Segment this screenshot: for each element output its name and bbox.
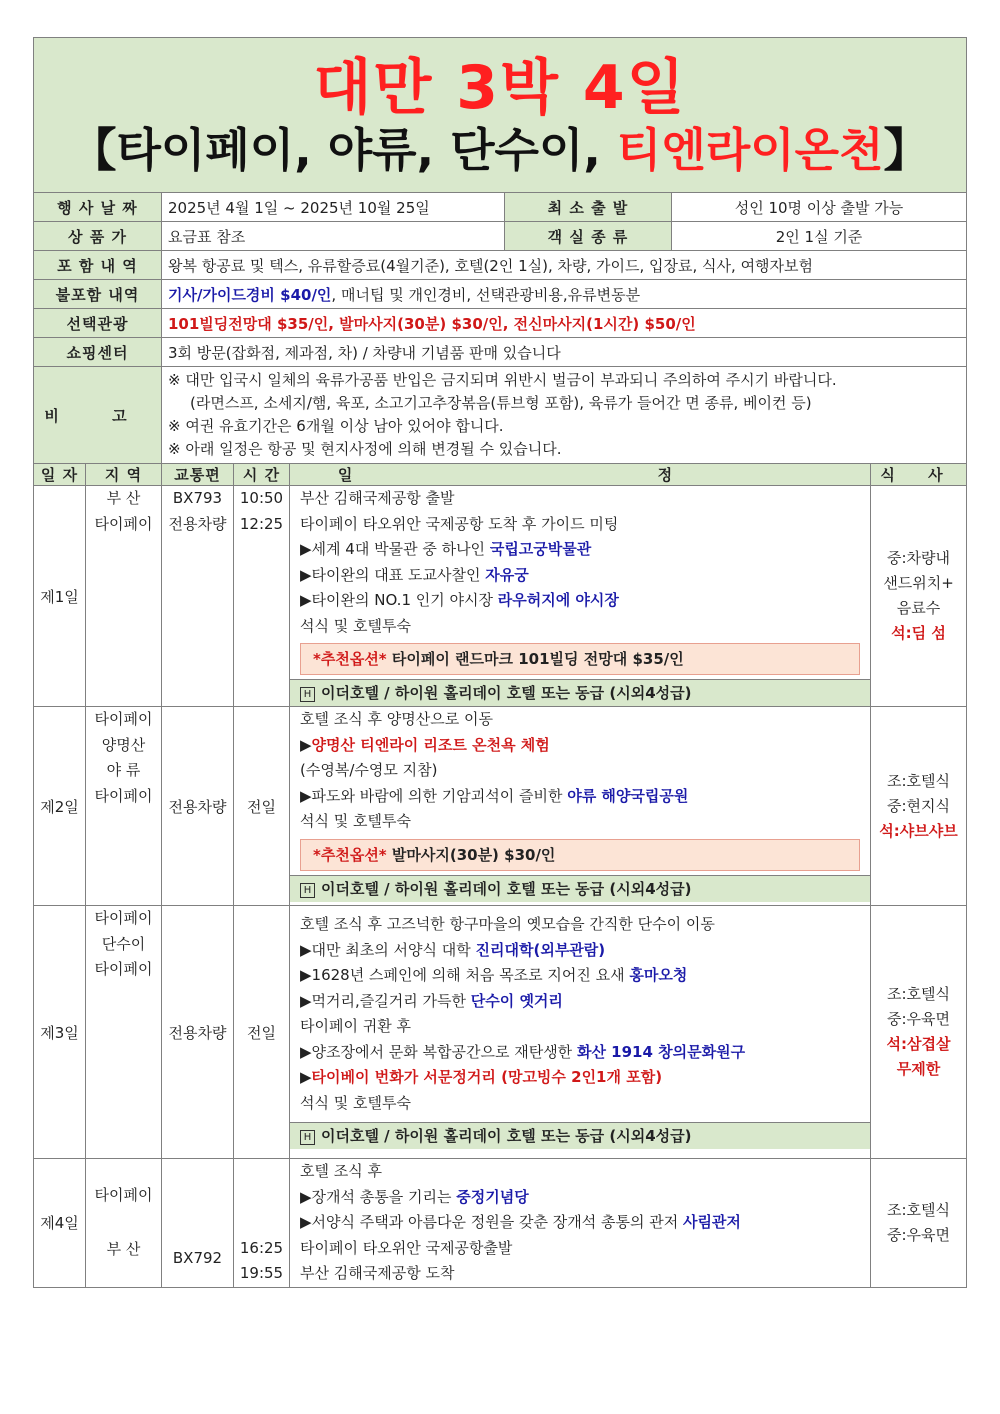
schedule-line: ▶양명산 티엔라이 리조트 온천욕 체험 xyxy=(300,735,550,754)
schedule-line: 타이페이 귀환 후 xyxy=(300,1017,411,1035)
meal: 음료수 xyxy=(896,599,941,617)
attraction-highlight: 진리대학(외부관람) xyxy=(475,940,606,959)
schedule-line: ▶타이베이 번화가 서문정거리 (망고빙수 2인1개 포함) xyxy=(300,1068,663,1086)
meal: 중:차량내 xyxy=(886,549,950,567)
day-row xyxy=(34,707,967,906)
schedule-line: 타이페이 타오위안 국제공항출발 xyxy=(300,1238,513,1257)
schedule-line: 호텔 조식 후 고즈넉한 항구마을의 옛모습을 간직한 단수이 이동 xyxy=(300,915,715,933)
schedule-line: ▶먹거리,즐길거리 가득한 단수이 옛거리 xyxy=(300,991,563,1010)
page-title: 대만 3박 4일 xyxy=(313,53,687,123)
meal: 중:우육면 xyxy=(886,1010,950,1028)
hotel-h-icon: H xyxy=(300,687,315,702)
optional-tour-value: 101빌딩전망대 $35/인, 발마사지(30분) $30/인, 전신마사지(1시간) $50/인 xyxy=(162,309,967,338)
day-row xyxy=(34,486,967,707)
header-schedule: 일 정 xyxy=(290,464,871,486)
page-subtitle xyxy=(34,121,966,179)
option-tag: *추천옵션* xyxy=(313,650,387,668)
meal-cell xyxy=(871,906,967,1159)
attraction-highlight: 사림관저 xyxy=(682,1213,741,1231)
region: 야 류 xyxy=(106,761,141,779)
region: 타이페이 xyxy=(94,710,153,728)
region: 단수이 xyxy=(101,934,146,953)
schedule-line: 타이페이 타오위안 국제공항 도착 후 가이드 미팅 xyxy=(300,514,619,533)
day-label: 제2일 xyxy=(34,707,86,906)
room-label: 객 실 종 류 xyxy=(505,222,672,251)
schedule-line: 석식 및 호텔투숙 xyxy=(300,812,411,830)
subtitle-main: 【타이페이, 야류, 단수이, xyxy=(70,123,617,177)
schedule-cell xyxy=(290,707,871,906)
region: 타이페이 xyxy=(94,960,153,978)
region: 타이페이 xyxy=(94,909,153,927)
transport: 전용차량 xyxy=(168,514,227,533)
header-time: 시 간 xyxy=(234,464,290,486)
attraction-highlight: 자유궁 xyxy=(485,565,529,584)
day-row xyxy=(34,1159,967,1288)
schedule-line: ▶장개석 총통을 기리는 중정기념당 xyxy=(300,1187,529,1206)
meal-dinner: 석:샤브샤브 xyxy=(879,821,958,840)
day-label: 제1일 xyxy=(34,486,86,707)
min-departure-label: 최 소 출 발 xyxy=(505,193,672,222)
transport-cell: 전용차량 xyxy=(162,707,234,906)
meal-cell xyxy=(871,1159,967,1288)
meal: 샌드위치+ xyxy=(883,574,954,592)
transport-cell: 전용차량 xyxy=(162,906,234,1159)
attraction-highlight: 국립고궁박물관 xyxy=(489,540,592,558)
time-cell: 전일 xyxy=(234,906,290,1159)
price-value: 요금표 참조 xyxy=(162,222,505,251)
itinerary-document xyxy=(33,37,966,1288)
room-value: 2인 1실 기준 xyxy=(672,222,967,251)
attraction-highlight-red: 타이베이 번화가 서문정거리 (망고빙수 2인1개 포함) xyxy=(311,1068,663,1086)
schedule-line: 석식 및 호텔투숙 xyxy=(300,616,411,635)
flight-number: BX793 xyxy=(172,489,223,507)
schedule-cell xyxy=(290,486,871,707)
schedule-header xyxy=(34,464,967,486)
option-text: 발마사지(30분) $30/인 xyxy=(386,845,556,864)
option-tag: *추천옵션* xyxy=(313,845,387,864)
meal-dinner: 석:삼겹살 xyxy=(886,1035,951,1053)
region: 타이페이 xyxy=(94,786,153,805)
schedule-line: ▶양조장에서 문화 복합공간으로 재탄생한 화산 1914 창의문화원구 xyxy=(300,1042,746,1061)
info-table xyxy=(33,37,967,464)
hotel-name: 이더호텔 / 하이원 홀리데이 호텔 또는 동급 (시외4성급) xyxy=(321,879,692,898)
hotel-info xyxy=(290,1122,870,1149)
day-row xyxy=(34,906,967,1159)
price-label: 상 품 가 xyxy=(34,222,162,251)
region-cell xyxy=(86,1159,162,1288)
remarks-label: 비 고 xyxy=(34,367,162,464)
time-cell xyxy=(234,1159,290,1288)
schedule-line: 호텔 조식 후 양명산으로 이동 xyxy=(300,710,493,728)
region: 타이페이 xyxy=(94,1186,153,1205)
schedule-line: ▶파도와 바람에 의한 기암괴석이 즐비한 야류 해양국립공원 xyxy=(300,786,689,805)
time-cell xyxy=(234,486,290,707)
time: 19:55 xyxy=(239,1264,284,1282)
meal-dinner: 석:딤 섬 xyxy=(891,624,946,642)
schedule-table xyxy=(33,463,967,1288)
shopping-value: 3회 방문(잡화점, 제과점, 차) / 차량내 기념품 판매 있습니다 xyxy=(162,338,967,367)
meal-cell xyxy=(871,486,967,707)
remarks-value xyxy=(162,367,967,464)
subtitle-close-bracket: 】 xyxy=(883,123,930,177)
attraction-highlight-red: 양명산 티엔라이 리조트 온천욕 체험 xyxy=(311,735,550,754)
meal-cell xyxy=(871,707,967,906)
time: 10:50 xyxy=(239,489,284,507)
attraction-highlight: 라우허지에 야시장 xyxy=(497,591,619,609)
min-departure-value: 성인 10명 이상 출발 가능 xyxy=(672,193,967,222)
header-region: 지 역 xyxy=(86,464,162,486)
hotel-info xyxy=(290,679,870,706)
hotel-h-icon: H xyxy=(300,883,315,898)
recommended-option xyxy=(300,643,860,675)
region: 부 산 xyxy=(106,489,141,507)
schedule-line: ▶세계 4대 박물관 중 하나인 국립고궁박물관 xyxy=(300,540,592,558)
schedule-line: ▶서양식 주택과 아름다운 정원을 갖춘 장개석 총통의 관저 사림관저 xyxy=(300,1213,741,1231)
excluded-value xyxy=(162,280,967,309)
subtitle-highlight: 티엔라이온천 xyxy=(616,123,884,177)
included-value: 왕복 항공료 및 텍스, 유류할증료(4월기준), 호텔(2인 1실), 차량, 가이드, 입장료, 식사, 여행자보험 xyxy=(162,251,967,280)
meal: 조:호텔식 xyxy=(886,985,950,1003)
header-meal: 식 사 xyxy=(871,464,967,486)
recommended-option xyxy=(300,839,860,871)
remark-line: ※ 대만 입국시 일체의 육류가공품 반입은 금지되며 위반시 벌금이 부과되니 주의하여 주시기 바랍니다. xyxy=(168,371,837,389)
header-transport: 교통편 xyxy=(162,464,234,486)
day-label: 제4일 xyxy=(34,1159,86,1288)
remark-line: (라면스프, 소세지/햄, 육포, 소고기고추장볶음(튜브형 포함), 육류가 들어간 면 종류, 베이컨 등) xyxy=(190,394,812,412)
meal: 조:호텔식 xyxy=(886,771,950,790)
region: 타이페이 xyxy=(94,514,153,533)
shopping-label: 쇼핑센터 xyxy=(34,338,162,367)
guide-fee: 기사/가이드경비 $40/인 xyxy=(168,285,332,304)
region-cell xyxy=(86,906,162,1159)
header-day: 일 자 xyxy=(34,464,86,486)
hotel-name: 이더호텔 / 하이원 홀리데이 호텔 또는 동급 (시외4성급) xyxy=(321,1127,692,1145)
attraction-highlight: 단수이 옛거리 xyxy=(470,991,563,1010)
region: 부 산 xyxy=(106,1239,141,1258)
hotel-info xyxy=(290,875,870,902)
region: 양명산 xyxy=(101,735,146,754)
schedule-line: 호텔 조식 후 xyxy=(300,1162,382,1180)
schedule-line: ▶타이완의 대표 도교사찰인 자유궁 xyxy=(300,565,529,584)
included-label: 포 함 내 역 xyxy=(34,251,162,280)
time-cell: 전일 xyxy=(234,707,290,906)
meal: 조:호텔식 xyxy=(886,1200,950,1219)
schedule-line: 석식 및 호텔투숙 xyxy=(300,1093,411,1112)
date-label: 행 사 날 짜 xyxy=(34,193,162,222)
excluded-label: 불포함 내역 xyxy=(34,280,162,309)
region-cell xyxy=(86,707,162,906)
schedule-line: ▶대만 최초의 서양식 대학 진리대학(외부관람) xyxy=(300,940,606,959)
hotel-h-icon: H xyxy=(300,1130,315,1145)
time: 12:25 xyxy=(239,514,284,533)
schedule-cell xyxy=(290,1159,871,1288)
attraction-highlight: 야류 해양국립공원 xyxy=(567,786,689,805)
transport-cell xyxy=(162,486,234,707)
time: 16:25 xyxy=(239,1238,284,1257)
option-text: 타이페이 랜드마크 101빌딩 전망대 $35/인 xyxy=(386,650,684,668)
schedule-line: ▶타이완의 NO.1 인기 야시장 라우허지에 야시장 xyxy=(300,591,619,609)
schedule-line: 부산 김해국제공항 출발 xyxy=(300,489,455,507)
schedule-cell xyxy=(290,906,871,1159)
title-block xyxy=(34,38,967,193)
remark-line: ※ 여권 유효기간은 6개월 이상 남아 있어야 합니다. xyxy=(168,417,504,435)
attraction-highlight: 홍마오청 xyxy=(629,966,688,984)
attraction-highlight: 중정기념당 xyxy=(456,1187,529,1206)
meal-dinner-note: 무제한 xyxy=(896,1060,941,1078)
hotel-name: 이더호텔 / 하이원 홀리데이 호텔 또는 동급 (시외4성급) xyxy=(321,684,692,702)
transport-cell: BX792 xyxy=(162,1159,234,1288)
optional-tour-label: 선택관광 xyxy=(34,309,162,338)
day-label: 제3일 xyxy=(34,906,86,1159)
date-value: 2025년 4월 1일 ~ 2025년 10월 25일 xyxy=(162,193,505,222)
excluded-rest: , 매너팁 및 개인경비, 선택관광비용,유류변동분 xyxy=(331,285,641,304)
schedule-line: (수영복/수영모 지참) xyxy=(300,761,438,779)
meal: 중:현지식 xyxy=(886,796,950,815)
schedule-line: 부산 김해국제공항 도착 xyxy=(300,1264,455,1282)
remark-line: ※ 아래 일정은 항공 및 현지사정에 의해 변경될 수 있습니다. xyxy=(168,440,562,458)
meal: 중:우육면 xyxy=(886,1225,950,1244)
region-cell xyxy=(86,486,162,707)
attraction-highlight: 화산 1914 창의문화원구 xyxy=(576,1042,746,1061)
schedule-line: ▶1628년 스페인에 의해 처음 목조로 지어진 요새 홍마오청 xyxy=(300,966,688,984)
